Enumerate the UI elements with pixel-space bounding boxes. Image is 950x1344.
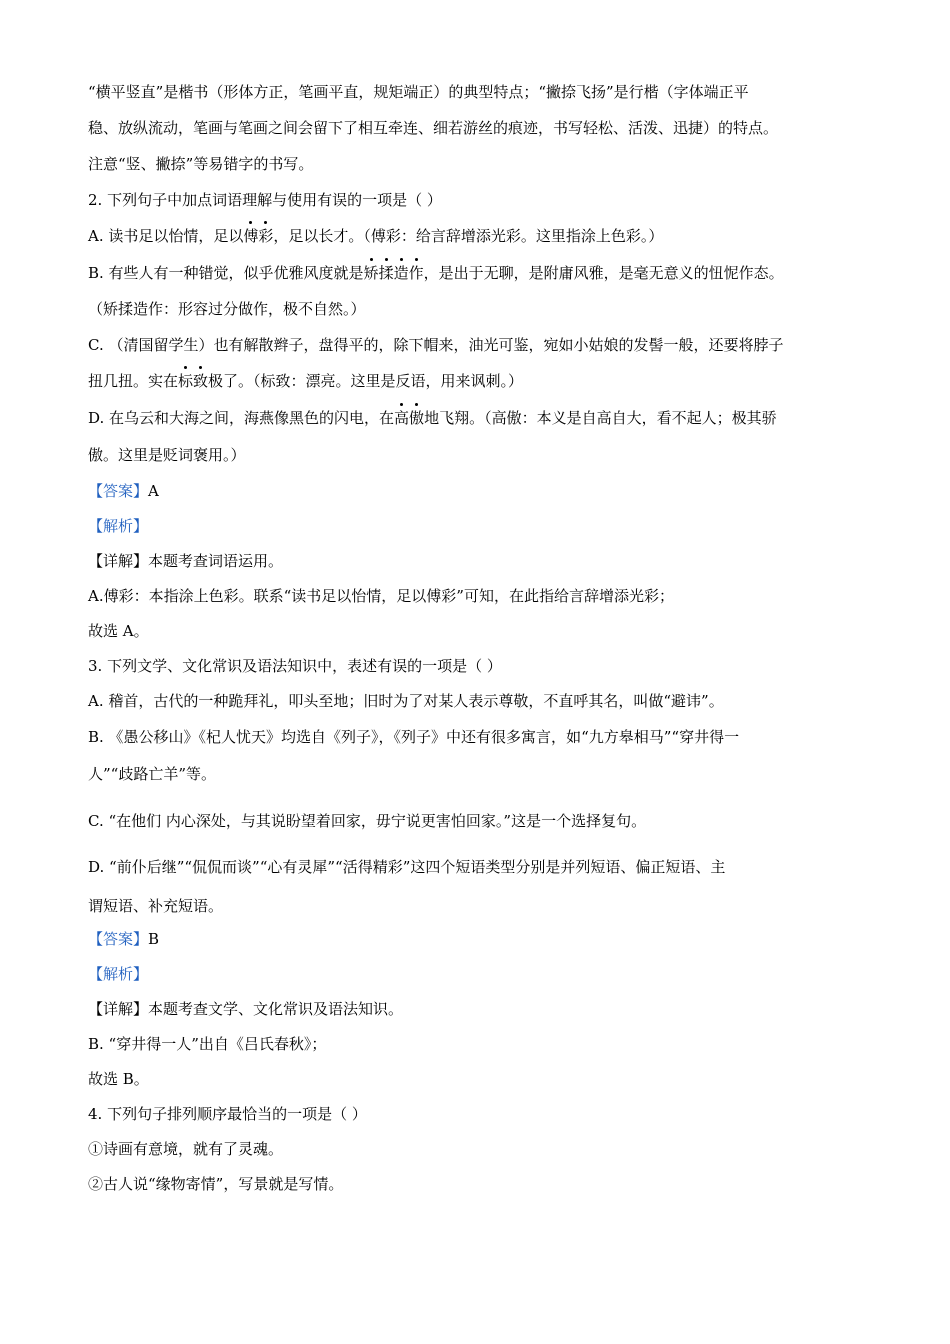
q3-option-b-line-2: 人”“歧路亡羊”等。: [88, 765, 217, 783]
answer-tag: 【答案】: [88, 930, 149, 948]
q3-option-a: A. 稽首，古代的一种跪拜礼，叩头至地；旧时为了对某人表示尊敬，不直呼其名，叫做“避讳”。: [88, 692, 724, 710]
q2-stem: 2. 下列句子中加点词语理解与使用有误的一项是（ ）: [88, 191, 442, 209]
answer-value: B: [148, 930, 160, 948]
dotted-char: 彩: [258, 227, 274, 245]
q2-option-a-pre: A. 读书足以怡情，足以: [88, 227, 244, 245]
q3-detail: [88, 999, 403, 1019]
q2-option-d-line-1: [88, 408, 777, 428]
dotted-char: 矫: [363, 264, 379, 282]
q4-stem: 4. 下列句子排列顺序最恰当的一项是（ ）: [88, 1105, 367, 1123]
q4-sentence-1: ①诗画有意境，就有了灵魂。: [88, 1140, 284, 1158]
q2-explanation: A.傅彩：本指涂上色彩。联系“读书足以怡情，足以傅彩”可知，在此指给言辞增添光彩；: [88, 587, 674, 605]
q2-option-c-line-1: C. （清国留学生）也有解散辫子，盘得平的，除下帽来，油光可鉴，宛如小姑娘的发髻一般，还要将脖子: [88, 336, 784, 354]
detail-text: 本题考查文学、文化常识及语法知识。: [148, 1000, 404, 1018]
dotted-char: 揉: [378, 264, 394, 282]
dotted-char: 造: [393, 264, 409, 282]
dotted-char: 傲: [409, 409, 425, 427]
q3-option-b-line-1: B. 《愚公移山》《杞人忧天》均选自《列子》，《列子》中还有很多寓言，如“九方皋相马”“穿井得一: [88, 728, 740, 746]
answer-tag: 【答案】: [88, 482, 149, 500]
q2-detail: [88, 551, 283, 571]
q3-option-d-line-1: D. “前仆后继”“侃侃而谈”“心有灵犀”“活得精彩”这四个短语类型分别是并列短语、偏正短语、主: [88, 858, 726, 876]
q3-answer: [88, 929, 159, 949]
dotted-char: 作: [408, 264, 424, 282]
q2-option-d-pre: D. 在乌云和大海之间，海燕像黑色的闪电，在: [88, 409, 395, 427]
q2-option-c-post: 极了。（标致：漂亮。这里是反语，用来讽刺。）: [208, 372, 524, 390]
q2-option-c-pre: 扭几扭。实在: [88, 372, 179, 390]
q2-option-a: [88, 226, 663, 246]
detail-text: 本题考查词语运用。: [148, 552, 284, 570]
intro-line-2: 稳、放纵流动，笔画与笔画之间会留下了相互牵连、细若游丝的痕迹，书写轻松、活泼、迅捷）的特点。: [88, 119, 779, 137]
intro-line-3: 注意“竖、撇捺”等易错字的书写。: [88, 155, 314, 173]
dotted-char: 高: [394, 409, 410, 427]
answer-value: A: [148, 482, 159, 500]
q2-option-d-post: 地飞翔。（高傲：本义是自高自大，看不起人；极其骄: [424, 409, 777, 427]
q3-option-d-line-2: 谓短语、补充短语。: [88, 897, 224, 915]
analysis-tag: 【解析】: [88, 517, 149, 535]
q2-option-c-line-2: [88, 371, 523, 391]
q2-option-d-line-2: 傲。这里是贬词褒用。）: [88, 446, 246, 464]
q2-option-b-line-2: （矫揉造作：形容过分做作，极不自然。）: [88, 300, 366, 318]
q2-analysis: [88, 516, 148, 536]
q3-analysis: [88, 964, 148, 984]
dotted-char: 标: [178, 372, 194, 390]
q2-option-a-post: ，足以长才。（傅彩：给言辞增添光彩。这里指涂上色彩。）: [273, 227, 664, 245]
dotted-char: 致: [193, 372, 209, 390]
intro-line-1: “横平竖直”是楷书（形体方正，笔画平直，规矩端正）的典型特点；“撇捺飞扬”是行楷（字体端正平: [88, 83, 749, 101]
q3-option-c: C. “在他们 内心深处，与其说盼望着回家，毋宁说更害怕回家。”这是一个选择复句。: [88, 812, 647, 830]
dotted-char: 傅: [243, 227, 259, 245]
analysis-tag: 【解析】: [88, 965, 149, 983]
q4-sentence-2: ②古人说“缘物寄情”，写景就是写情。: [88, 1175, 344, 1193]
q2-option-b-post: ，是出于无聊，是附庸风雅，是毫无意义的忸怩作态。: [423, 264, 784, 282]
detail-tag: 【详解】: [88, 552, 149, 570]
q3-explanation: B. “穿井得一人”出自《吕氏春秋》；: [88, 1035, 327, 1053]
q2-choose: 故选 A。: [88, 622, 149, 640]
q3-choose: 故选 B。: [88, 1070, 149, 1088]
q2-option-b: [88, 263, 784, 283]
q2-option-b-pre: B. 有些人有一种错觉，似乎优雅风度就是: [88, 264, 364, 282]
q3-stem: 3. 下列文学、文化常识及语法知识中，表述有误的一项是（ ）: [88, 657, 502, 675]
q2-answer: [88, 481, 159, 501]
detail-tag: 【详解】: [88, 1000, 149, 1018]
